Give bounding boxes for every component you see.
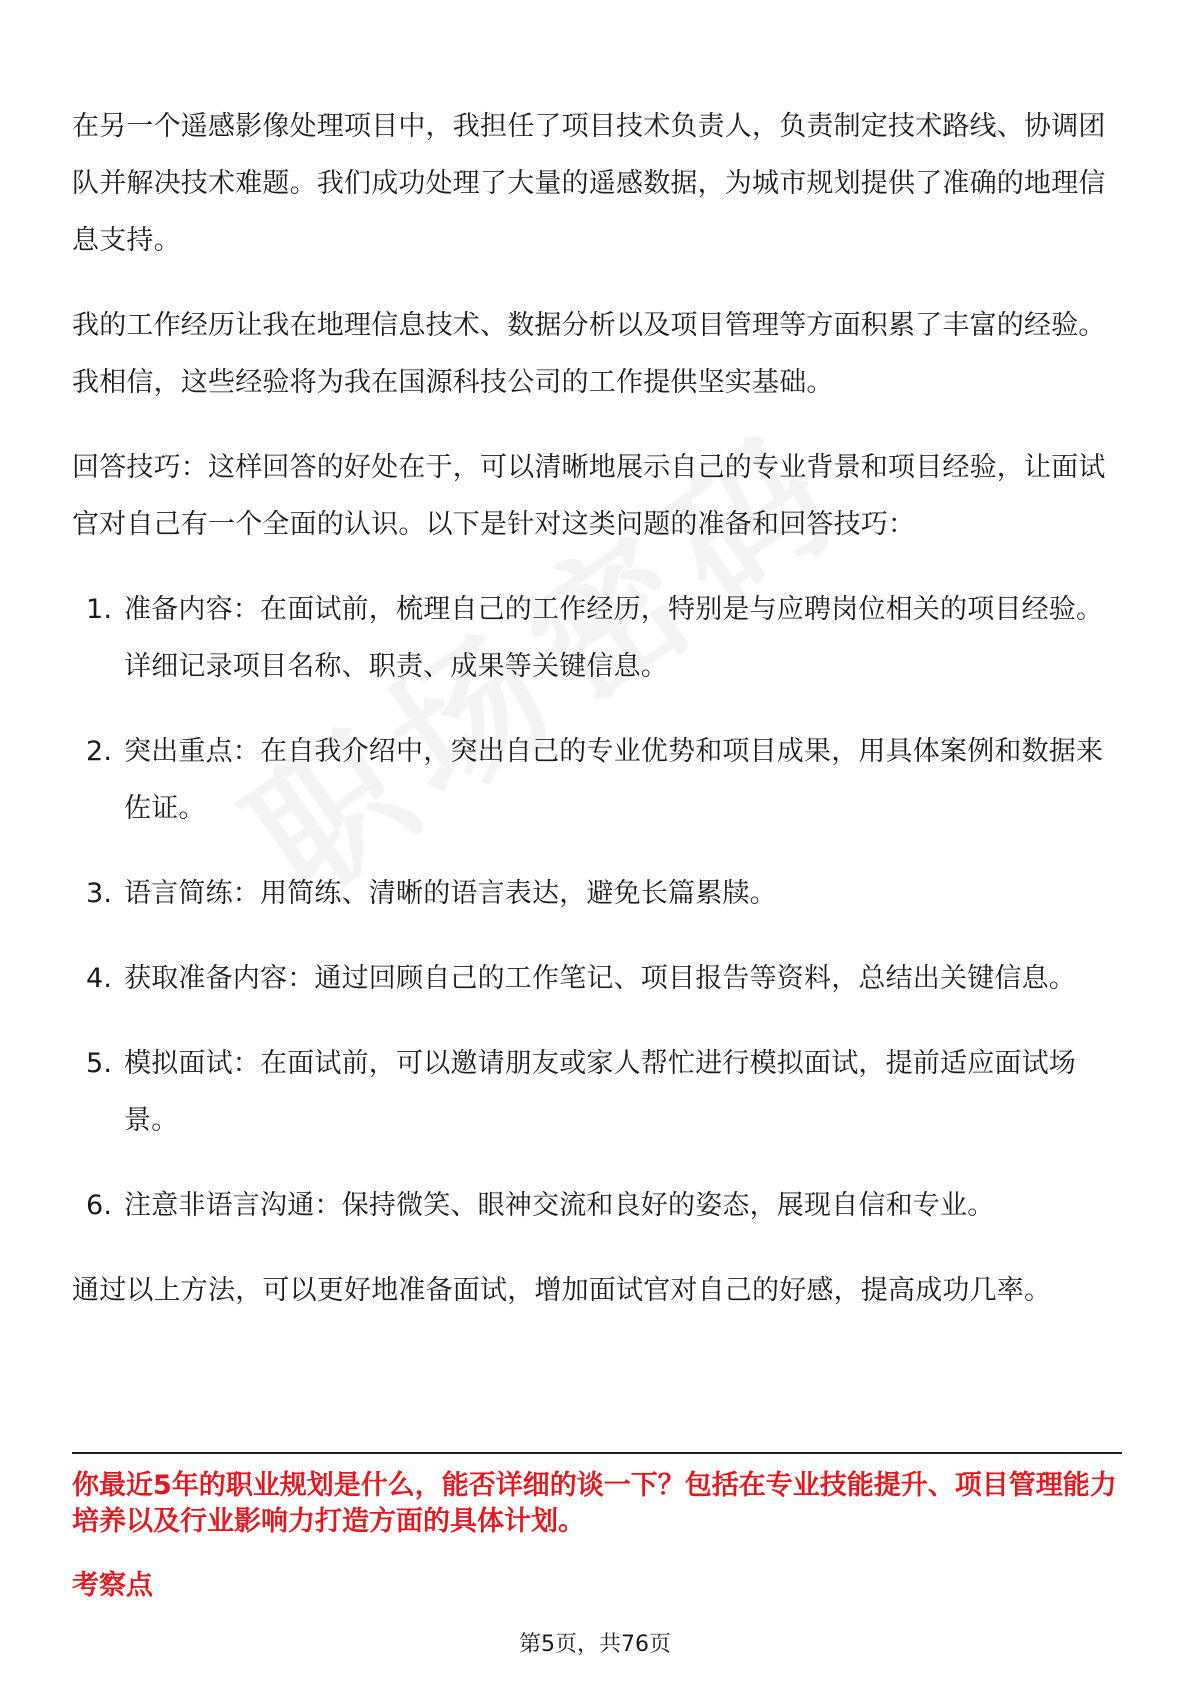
- list-item: [72, 1035, 1122, 1149]
- list-item-number: 2.: [86, 736, 113, 767]
- tips-list: [72, 581, 1122, 1234]
- list-item: [72, 865, 1122, 922]
- list-item: [72, 1177, 1122, 1234]
- paragraph-experience-summary: 我的工作经历让我在地理信息技术、数据分析以及项目管理等方面积累了丰富的经验。我相信，这些经验将为我在国源科技公司的工作提供坚实基础。: [72, 310, 1106, 398]
- main-content: [72, 98, 1122, 1347]
- list-item-number: 1.: [86, 594, 113, 625]
- section-divider: [72, 1452, 1122, 1454]
- list-item-text: 获取准备内容：通过回顾自己的工作笔记、项目报告等资料，总结出关键信息。: [124, 963, 1076, 994]
- list-item-text: 注意非语言沟通：保持微笑、眼神交流和良好的姿态，展现自信和专业。: [124, 1190, 995, 1221]
- list-item: [72, 723, 1122, 837]
- list-item-number: 6.: [86, 1190, 113, 1221]
- paragraph-closing: 通过以上方法，可以更好地准备面试，增加面试官对自己的好感，提高成功几率。: [72, 1275, 1052, 1306]
- list-item-number: 3.: [86, 878, 113, 909]
- paragraph-answer-tips-intro: 回答技巧：这样回答的好处在于，可以清晰地展示自己的专业背景和项目经验，让面试官对自己有一个全面的认识。以下是针对这类问题的准备和回答技巧：: [72, 452, 1106, 540]
- list-item-text: 准备内容：在面试前，梳理自己的工作经历，特别是与应聘岗位相关的项目经验。详细记录项目名称、职责、成果等关键信息。: [124, 594, 1104, 682]
- section-heading-assessment-points: 考察点: [72, 1570, 153, 1601]
- list-item-number: 5.: [86, 1048, 113, 1079]
- paragraph-project-experience: 在另一个遥感影像处理项目中，我担任了项目技术负责人，负责制定技术路线、协调团队并解决技术难题。我们成功处理了大量的遥感数据，为城市规划提供了准确的地理信息支持。: [72, 111, 1106, 256]
- list-item-text: 突出重点：在自我介绍中，突出自己的专业优势和项目成果，用具体案例和数据来佐证。: [124, 736, 1104, 824]
- list-item: [72, 581, 1122, 695]
- list-item-number: 4.: [86, 963, 113, 994]
- list-item-text: 语言简练：用简练、清晰的语言表达，避免长篇累牍。: [124, 878, 777, 909]
- page-number-footer: 第5页，共76页: [519, 1632, 671, 1657]
- interview-question: 你最近5年的职业规划是什么，能否详细的谈一下？包括在专业技能提升、项目管理能力培养以及行业影响力打造方面的具体计划。: [72, 1470, 1117, 1537]
- list-item-text: 模拟面试：在面试前，可以邀请朋友或家人帮忙进行模拟面试，提前适应面试场景。: [124, 1048, 1076, 1136]
- list-item: [72, 950, 1122, 1007]
